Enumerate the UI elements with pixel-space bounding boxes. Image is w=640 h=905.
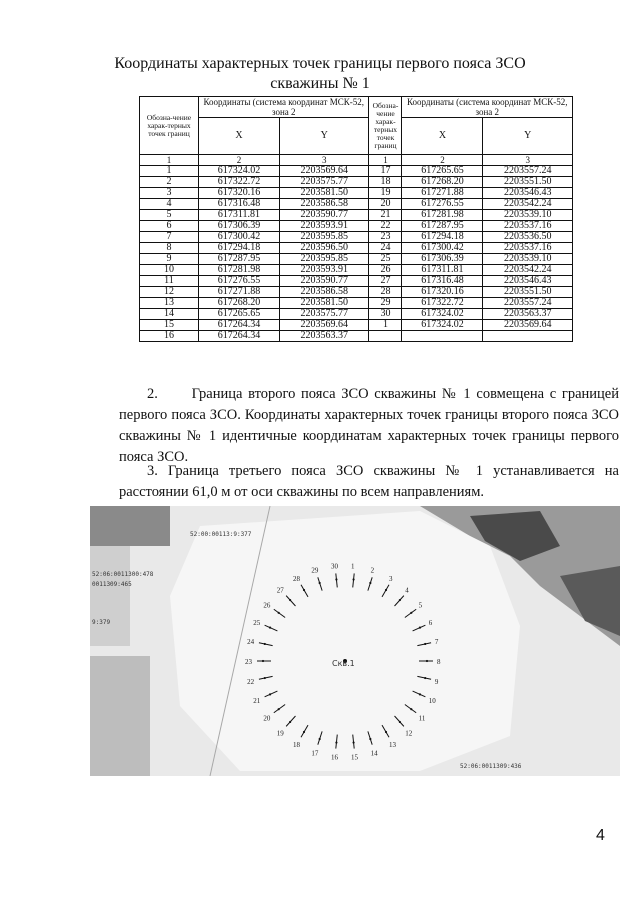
boundary-point	[369, 738, 371, 740]
cell-x-right: 617271.88	[402, 188, 483, 199]
cadastral-label-1: 52:00:00113:9:377	[190, 531, 252, 538]
header-coords-left: Координаты (система координат МСК-52, зона 2	[199, 97, 369, 118]
boundary-point-label: 10	[428, 697, 436, 706]
boundary-point	[410, 612, 412, 614]
cell-x-left: 617287.95	[199, 254, 280, 265]
column-number: 2	[199, 155, 280, 166]
header-y-left: Y	[279, 118, 369, 155]
boundary-point-label: 21	[253, 697, 261, 706]
boundary-point-label: 29	[311, 566, 319, 575]
cell-y-right: 2203551.50	[483, 287, 573, 298]
header-y-right: Y	[483, 118, 573, 155]
cell-y-left: 2203593.91	[279, 265, 369, 276]
cell-x-left: 617300.42	[199, 232, 280, 243]
table-row	[140, 243, 573, 254]
cell-point-left: 3	[140, 188, 199, 199]
cell-point-left: 12	[140, 287, 199, 298]
cell-point-left: 2	[140, 177, 199, 188]
cell-x-right: 617268.20	[402, 177, 483, 188]
boundary-point-label: 2	[370, 566, 375, 575]
header-point-left: Обозна-чение харак-терных точек границ	[140, 97, 199, 155]
cell-x-left: 617311.81	[199, 210, 280, 221]
table-row	[140, 287, 573, 298]
cell-x-left: 617264.34	[199, 331, 280, 342]
boundary-point	[426, 660, 428, 662]
cell-y-left: 2203596.50	[279, 243, 369, 254]
cell-point-left: 10	[140, 265, 199, 276]
cell-y-right: 2203539.10	[483, 254, 573, 265]
cell-x-right: 617311.81	[402, 265, 483, 276]
table-body	[140, 155, 573, 342]
cell-point-right: 21	[369, 210, 402, 221]
cell-y-right: 2203536.50	[483, 232, 573, 243]
page-number: 4	[596, 827, 605, 844]
cell-x-left: 617268.20	[199, 298, 280, 309]
boundary-point-label: 23	[245, 658, 252, 666]
table-row	[140, 177, 573, 188]
boundary-point	[319, 738, 321, 740]
boundary-point	[289, 721, 291, 723]
cell-y-right: 2203542.24	[483, 199, 573, 210]
boundary-point-label: 9	[434, 677, 439, 686]
cell-point-right: 1	[369, 320, 402, 331]
boundary-point	[424, 677, 426, 679]
cell-y-left: 2203581.50	[279, 298, 369, 309]
boundary-point-label: 16	[330, 753, 338, 762]
paragraph-2	[119, 384, 619, 468]
boundary-point	[410, 708, 412, 710]
boundary-point	[385, 589, 387, 591]
cell-point-right: 20	[369, 199, 402, 210]
cell-y-left: 2203595.85	[279, 232, 369, 243]
cell-y-left: 2203590.77	[279, 210, 369, 221]
boundary-point-label: 18	[293, 741, 300, 750]
cell-point-right: 27	[369, 276, 402, 287]
table-row	[140, 331, 573, 342]
cell-x-left: 617281.98	[199, 265, 280, 276]
column-number: 1	[140, 155, 199, 166]
header-coords-right: Координаты (система координат МСК-52, зона 2	[402, 97, 573, 118]
boundary-point	[385, 731, 387, 733]
boundary-point-label: 15	[351, 753, 359, 762]
cell-x-left: 617294.18	[199, 243, 280, 254]
boundary-point	[399, 599, 401, 601]
boundary-point-label: 1	[351, 562, 355, 571]
cell-point-right: 22	[369, 221, 402, 232]
boundary-point	[335, 741, 337, 743]
boundary-point	[399, 721, 401, 723]
cell-y-right	[483, 331, 573, 342]
paragraph-2-text: Граница второго пояса ЗСО скважины № 1 совмещена с границей первого пояса ЗСО. Координаты характерных точек границы второго пояса ЗСО скважины № 1 идентичные координатам характерных точек границы первого пояса ЗСО.	[119, 386, 620, 465]
table-row	[140, 254, 573, 265]
cell-point-right: 29	[369, 298, 402, 309]
boundary-point-label: 17	[311, 749, 319, 758]
cell-point-right: 17	[369, 166, 402, 177]
cell-x-left: 617306.39	[199, 221, 280, 232]
cell-x-left: 617265.65	[199, 309, 280, 320]
header-x-right: X	[402, 118, 483, 155]
cell-x-left: 617276.55	[199, 276, 280, 287]
boundary-point	[269, 693, 271, 695]
cell-point-left: 13	[140, 298, 199, 309]
table-row	[140, 210, 573, 221]
boundary-point-label: 27	[276, 586, 284, 595]
cell-x-right: 617324.02	[402, 309, 483, 320]
table-row	[140, 309, 573, 320]
boundary-point	[278, 612, 280, 614]
cell-point-left: 15	[140, 320, 199, 331]
cell-y-right: 2203537.16	[483, 243, 573, 254]
boundary-point	[269, 627, 271, 629]
boundary-point-label: 26	[263, 601, 271, 610]
cell-point-left: 9	[140, 254, 199, 265]
cell-point-right: 23	[369, 232, 402, 243]
cell-point-left: 4	[140, 199, 199, 210]
cell-x-left: 617271.88	[199, 287, 280, 298]
cell-y-left: 2203563.37	[279, 331, 369, 342]
cell-y-right: 2203551.50	[483, 177, 573, 188]
cell-x-right: 617294.18	[402, 232, 483, 243]
boundary-point	[352, 578, 354, 580]
cell-point-left: 16	[140, 331, 199, 342]
cell-y-right: 2203542.24	[483, 265, 573, 276]
cell-point-left: 1	[140, 166, 199, 177]
boundary-point-label: 3	[389, 574, 393, 583]
boundary-point	[262, 660, 264, 662]
title-line-2: скважины № 1	[270, 75, 370, 92]
cadastral-label-2: 52:06:0011300:478	[92, 571, 154, 578]
paragraph-3-text: 3. Граница третьего пояса ЗСО скважины № 1 устанавливается на расстоянии 61,0 м от оси скважины по всем направлениям.	[119, 463, 619, 500]
cell-point-left: 14	[140, 309, 199, 320]
cell-point-right: 28	[369, 287, 402, 298]
cell-y-left: 2203586.58	[279, 199, 369, 210]
boundary-point-label: 12	[405, 729, 413, 738]
cell-y-left: 2203581.50	[279, 188, 369, 199]
column-number-row	[140, 155, 573, 166]
cell-y-right: 2203546.43	[483, 188, 573, 199]
cell-point-left: 6	[140, 221, 199, 232]
table-row	[140, 276, 573, 287]
boundary-point-label: 4	[405, 586, 409, 595]
cell-x-right: 617322.72	[402, 298, 483, 309]
boundary-point	[419, 693, 421, 695]
boundary-point-label: 30	[330, 562, 338, 571]
boundary-point-label: 5	[418, 601, 423, 610]
cell-point-left: 7	[140, 232, 199, 243]
table-row	[140, 232, 573, 243]
cell-y-left: 2203569.64	[279, 166, 369, 177]
cell-point-right: 26	[369, 265, 402, 276]
document-title	[110, 54, 530, 94]
boundary-point	[352, 741, 354, 743]
table-row	[140, 265, 573, 276]
boundary-point	[303, 589, 305, 591]
cell-x-right: 617265.65	[402, 166, 483, 177]
column-number: 1	[369, 155, 402, 166]
boundary-point-label: 14	[370, 749, 378, 758]
cell-x-right: 617281.98	[402, 210, 483, 221]
cell-y-right: 2203557.24	[483, 166, 573, 177]
boundary-point	[264, 643, 266, 645]
title-line-1: Координаты характерных точек границы первого пояса ЗСО	[114, 55, 526, 72]
cell-point-left: 11	[140, 276, 199, 287]
boundary-point-label: 22	[247, 677, 255, 686]
boundary-point	[319, 582, 321, 584]
cell-y-right: 2203557.24	[483, 298, 573, 309]
cell-x-right	[402, 331, 483, 342]
paragraph-2-number: 2.	[147, 386, 158, 402]
cell-point-left: 8	[140, 243, 199, 254]
cadastral-label-4: 9:379	[92, 619, 111, 626]
paragraph-3	[119, 461, 619, 503]
cell-x-right: 617300.42	[402, 243, 483, 254]
cadastral-label-3: 0011309:465	[92, 581, 132, 588]
boundary-point	[289, 599, 291, 601]
cell-y-right: 2203563.37	[483, 309, 573, 320]
site-plan-figure	[90, 506, 620, 776]
cell-point-right: 18	[369, 177, 402, 188]
boundary-point	[303, 731, 305, 733]
cell-x-left: 617322.72	[199, 177, 280, 188]
cell-y-right: 2203546.43	[483, 276, 573, 287]
cell-point-right: 19	[369, 188, 402, 199]
table-row	[140, 221, 573, 232]
cell-x-left: 617320.16	[199, 188, 280, 199]
cell-x-right: 617320.16	[402, 287, 483, 298]
column-number: 3	[279, 155, 369, 166]
boundary-point-label: 20	[263, 714, 271, 723]
cell-x-left: 617264.34	[199, 320, 280, 331]
cell-x-right: 617276.55	[402, 199, 483, 210]
boundary-point	[424, 643, 426, 645]
header-x-left: X	[199, 118, 280, 155]
boundary-point	[264, 677, 266, 679]
boundary-point	[419, 627, 421, 629]
column-number: 2	[402, 155, 483, 166]
cell-y-left: 2203569.64	[279, 320, 369, 331]
cell-y-left: 2203575.77	[279, 177, 369, 188]
site-plan-drawing	[90, 506, 620, 776]
boundary-point	[335, 578, 337, 580]
boundary-point	[278, 708, 280, 710]
table-row	[140, 166, 573, 177]
boundary-point-label: 8	[437, 658, 441, 666]
cell-point-right	[369, 331, 402, 342]
boundary-point	[369, 582, 371, 584]
cell-y-left: 2203575.77	[279, 309, 369, 320]
boundary-point-label: 19	[276, 729, 284, 738]
cell-x-right: 617316.48	[402, 276, 483, 287]
table-row	[140, 298, 573, 309]
cell-y-left: 2203593.91	[279, 221, 369, 232]
boundary-point-label: 6	[428, 618, 433, 627]
cell-y-left: 2203590.77	[279, 276, 369, 287]
coordinates-table	[139, 96, 573, 342]
header-point-right: Обозна-чение харак-терных точек границ	[369, 97, 402, 155]
cell-x-right: 617306.39	[402, 254, 483, 265]
boundary-point-label: 25	[253, 618, 261, 627]
cell-y-right: 2203539.10	[483, 210, 573, 221]
table-row	[140, 188, 573, 199]
boundary-point-label: 11	[418, 714, 426, 723]
table-row	[140, 320, 573, 331]
cell-point-right: 25	[369, 254, 402, 265]
well-label: Скв.1	[332, 659, 355, 668]
cell-point-right: 30	[369, 309, 402, 320]
boundary-point-label: 24	[247, 638, 255, 647]
cell-y-left: 2203586.58	[279, 287, 369, 298]
table-row	[140, 199, 573, 210]
cell-x-right: 617287.95	[402, 221, 483, 232]
boundary-point-label: 7	[434, 638, 439, 647]
cell-point-right: 24	[369, 243, 402, 254]
boundary-point-label: 13	[389, 741, 396, 750]
cell-x-right: 617324.02	[402, 320, 483, 331]
boundary-point-label: 28	[293, 574, 300, 583]
cell-y-right: 2203569.64	[483, 320, 573, 331]
cell-x-left: 617324.02	[199, 166, 280, 177]
cell-x-left: 617316.48	[199, 199, 280, 210]
cell-y-right: 2203537.16	[483, 221, 573, 232]
cell-point-left: 5	[140, 210, 199, 221]
cadastral-label-5: 52:06:0011309:436	[460, 763, 522, 770]
column-number: 3	[483, 155, 573, 166]
cell-y-left: 2203595.85	[279, 254, 369, 265]
